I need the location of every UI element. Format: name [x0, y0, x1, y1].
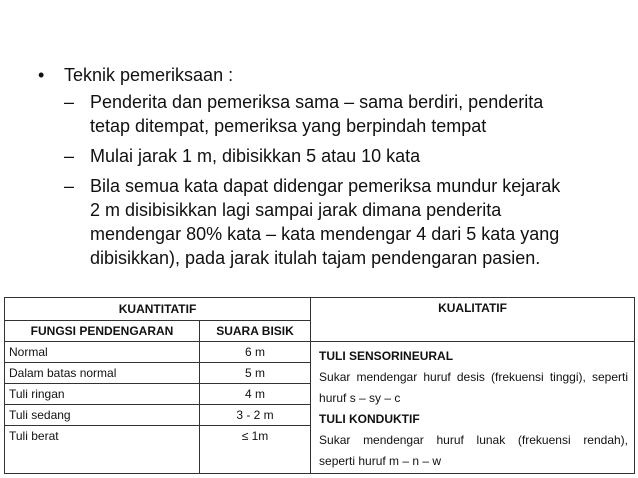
fungsi-cell: Tuli ringan — [5, 384, 200, 405]
dash-marker: – — [64, 176, 75, 196]
dash-marker: – — [64, 146, 75, 166]
col-header-fungsi: FUNGSI PENDENGARAN — [5, 321, 200, 342]
konduktif-line-1: Sukar mendengar huruf lunak (frekuensi rendah), — [319, 433, 629, 447]
suara-cell: 6 m — [200, 342, 311, 363]
sub-bullet-line: Bila semua kata dapat didengar pemeriksa mundur kejarak — [90, 176, 561, 196]
suara-cell: 3 - 2 m — [200, 405, 311, 426]
sub-bullet-line: Penderita dan pemeriksa sama – sama berdiri, penderita — [90, 92, 544, 112]
sub-bullet-3 — [38, 174, 618, 270]
kuantitatif-header: KUANTITATIF — [5, 298, 311, 321]
fungsi-cell: Normal — [5, 342, 200, 363]
sub-bullet-line: dibisikkan), pada jarak itulah tajam pendengaran pasien. — [90, 248, 541, 268]
sub-bullet-1 — [38, 90, 618, 138]
konduktif-line-2: seperti huruf m – n – w — [319, 454, 442, 468]
bullet-main — [38, 64, 618, 86]
sub-bullet-line: tetap ditempat, pemeriksa yang berpindah tempat — [90, 116, 487, 136]
kualitatif-header: KUALITATIF — [311, 298, 635, 342]
sensorineural-line-2: huruf s – sy – c — [319, 391, 401, 405]
fungsi-cell: Tuli sedang — [5, 405, 200, 426]
dash-marker: – — [64, 92, 75, 112]
col-header-suara: SUARA BISIK — [200, 321, 311, 342]
table-row — [5, 342, 635, 363]
bullet-main-text: Teknik pemeriksaan : — [64, 65, 234, 85]
sub-bullet-2 — [38, 144, 618, 168]
sensorineural-title: TULI SENSORINEURAL — [319, 349, 454, 363]
bullet-list — [38, 64, 618, 276]
suara-cell: 4 m — [200, 384, 311, 405]
konduktif-title: TULI KONDUKTIF — [319, 412, 420, 426]
suara-cell: 5 m — [200, 363, 311, 384]
fungsi-cell: Dalam batas normal — [5, 363, 200, 384]
sub-bullet-line: mendengar 80% kata – kata mendengar 4 dari 5 kata yang — [90, 224, 560, 244]
kualitatif-cell — [311, 342, 635, 474]
sensorineural-line-1: Sukar mendengar huruf desis (frekuensi tinggi), seperti — [319, 370, 629, 384]
hearing-test-table — [4, 297, 635, 474]
sub-bullet-line: 2 m disibisikkan lagi sampai jarak dimana penderita — [90, 200, 502, 220]
sub-bullet-line: Mulai jarak 1 m, dibisikkan 5 atau 10 kata — [90, 146, 421, 166]
bullet-marker: • — [38, 65, 45, 85]
fungsi-cell: Tuli berat — [5, 426, 200, 474]
suara-cell: ≤ 1m — [200, 426, 311, 474]
